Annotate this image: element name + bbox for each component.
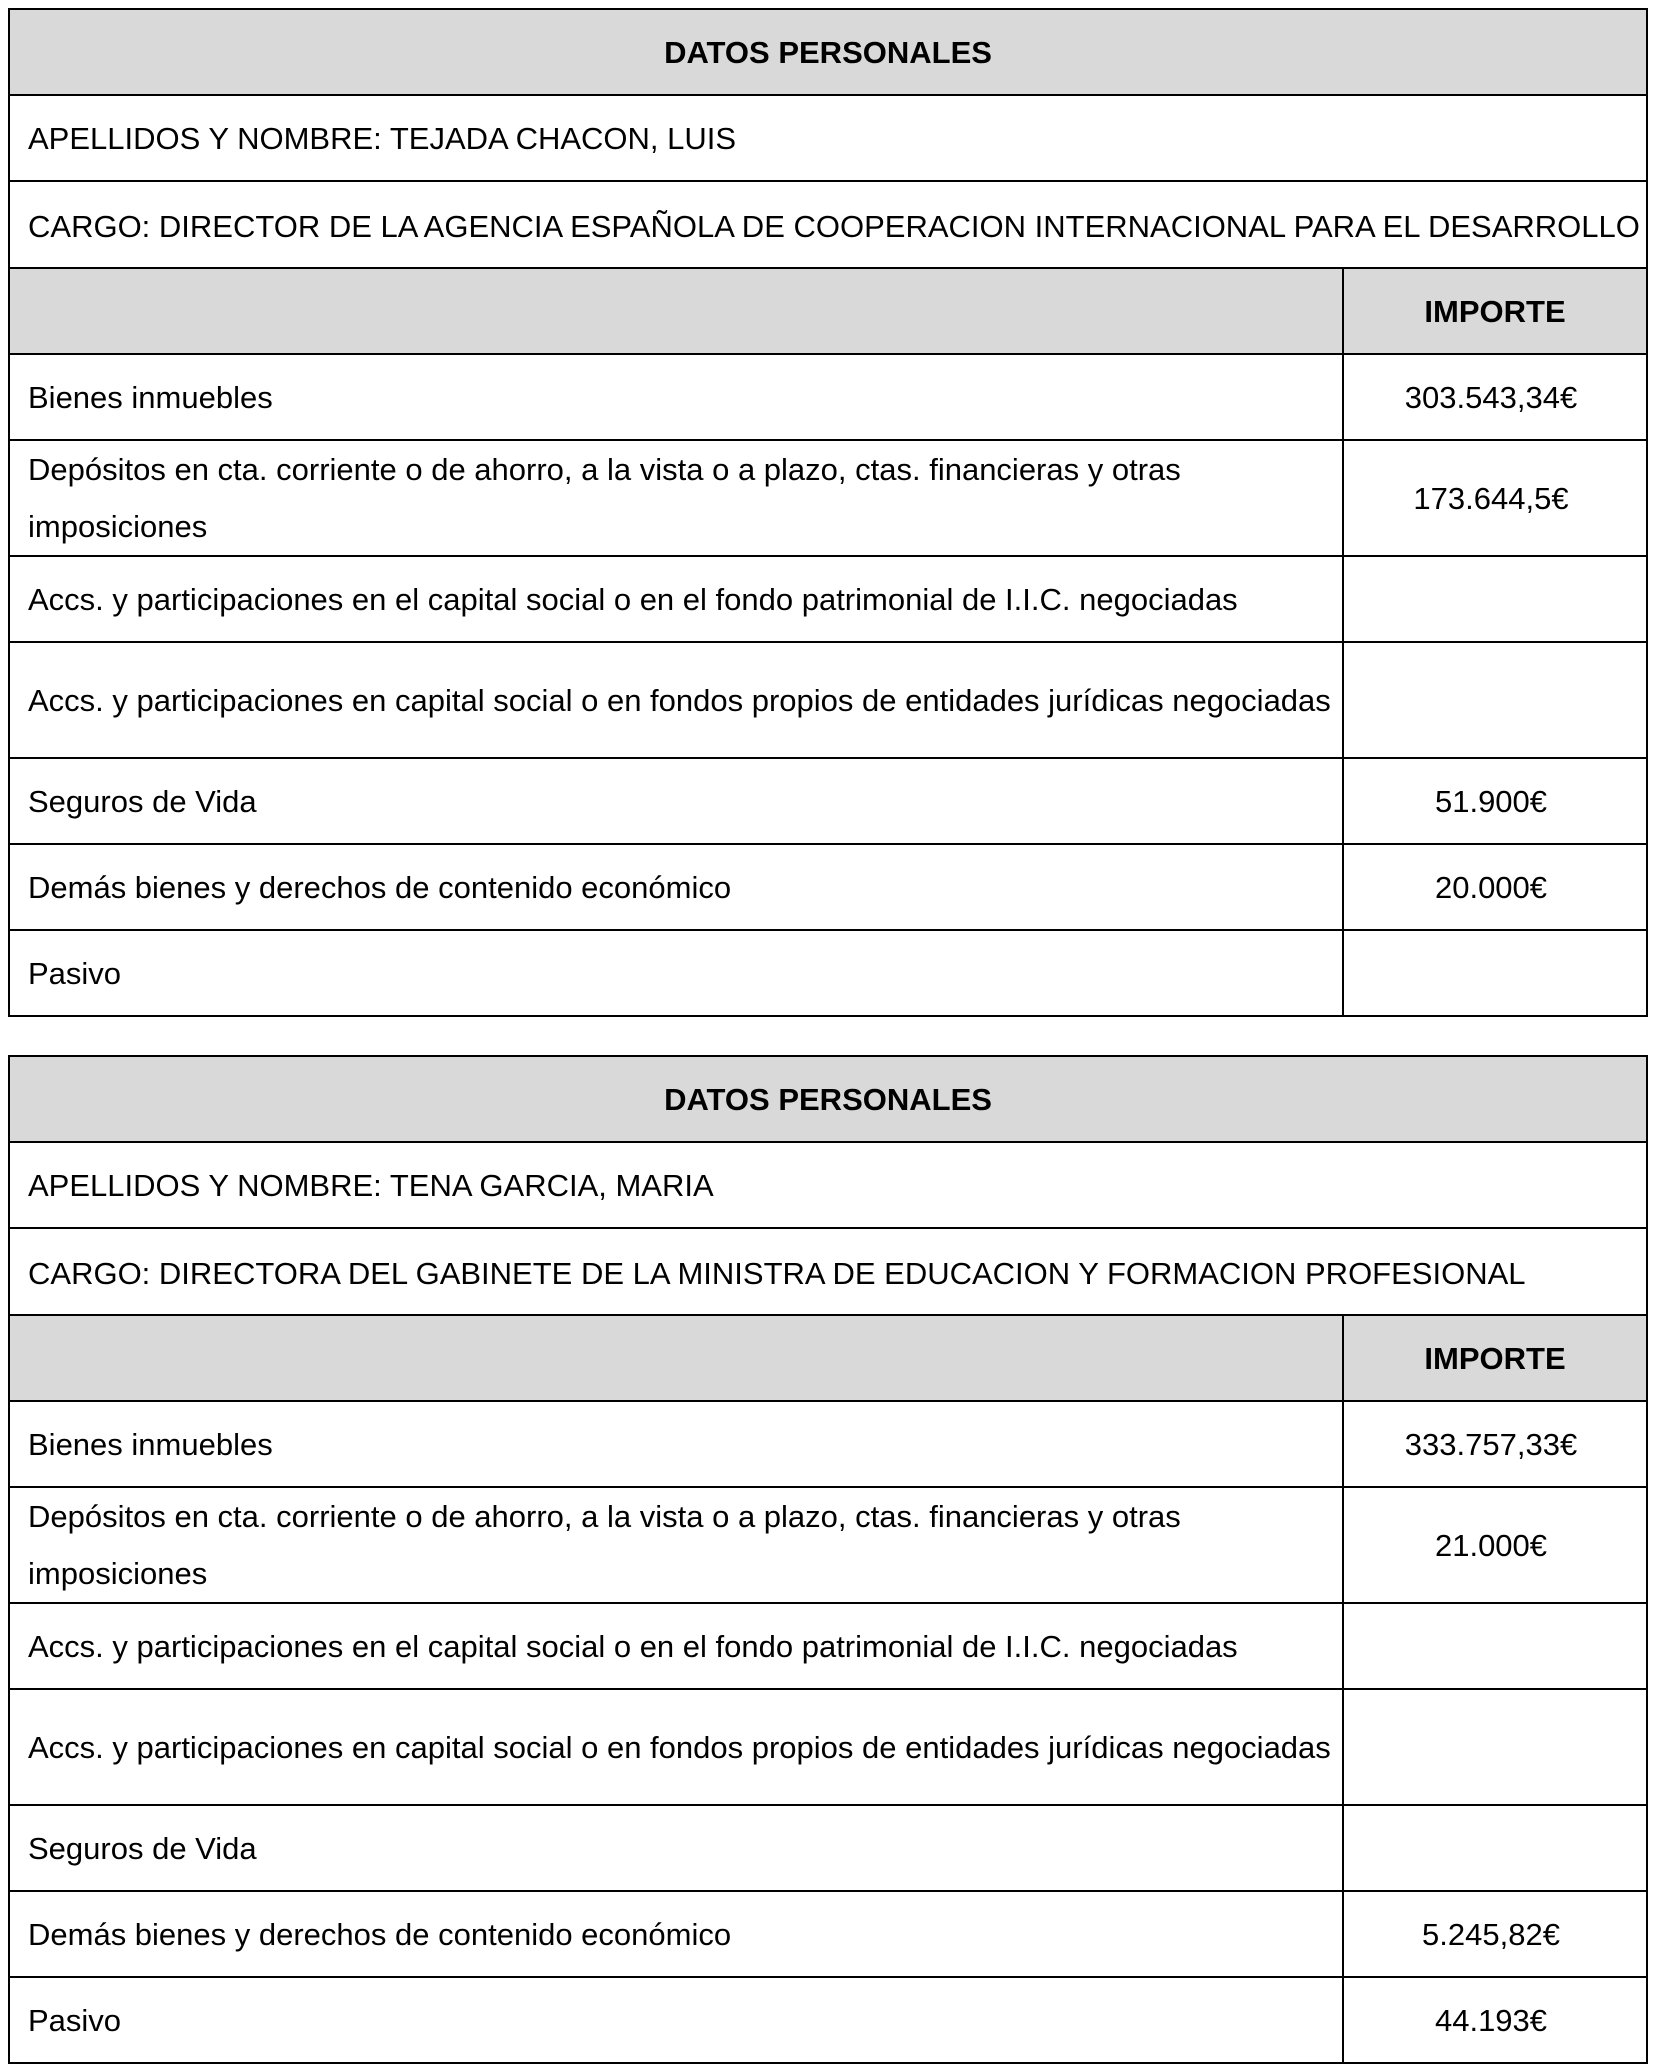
asset-amount: 303.543,34€ bbox=[1343, 354, 1647, 440]
asset-concept: Pasivo bbox=[9, 930, 1343, 1016]
asset-row bbox=[9, 1603, 1647, 1689]
cargo-value: DIRECTOR DE LA AGENCIA ESPAÑOLA DE COOPERACION INTERNACIONAL PARA EL DESARROLLO bbox=[158, 208, 1640, 244]
name-label: APELLIDOS Y NOMBRE: bbox=[28, 1167, 382, 1203]
asset-concept: Depósitos en cta. corriente o de ahorro, a la vista o a plazo, ctas. financieras y otras imposiciones bbox=[9, 1487, 1343, 1603]
section-header-row bbox=[9, 9, 1647, 95]
name-cell bbox=[9, 1142, 1647, 1228]
asset-concept: Demás bienes y derechos de contenido económico bbox=[9, 844, 1343, 930]
asset-amount bbox=[1343, 556, 1647, 642]
section-header-row bbox=[9, 1056, 1647, 1142]
asset-concept: Bienes inmuebles bbox=[9, 354, 1343, 440]
section-title: DATOS PERSONALES bbox=[9, 1056, 1647, 1142]
asset-amount: 173.644,5€ bbox=[1343, 440, 1647, 556]
asset-row bbox=[9, 556, 1647, 642]
asset-row bbox=[9, 642, 1647, 758]
asset-row bbox=[9, 1891, 1647, 1977]
cargo-label: CARGO: bbox=[28, 1255, 151, 1291]
asset-row bbox=[9, 844, 1647, 930]
amount-header-row bbox=[9, 268, 1647, 354]
asset-row bbox=[9, 354, 1647, 440]
asset-concept: Accs. y participaciones en capital social o en fondos propios de entidades jurídicas negociadas bbox=[9, 1689, 1343, 1805]
asset-row bbox=[9, 1977, 1647, 2063]
asset-amount bbox=[1343, 1805, 1647, 1891]
name-row bbox=[9, 95, 1647, 181]
asset-concept: Accs. y participaciones en capital social o en fondos propios de entidades jurídicas negociadas bbox=[9, 642, 1343, 758]
asset-row bbox=[9, 1805, 1647, 1891]
asset-concept: Bienes inmuebles bbox=[9, 1401, 1343, 1487]
cargo-label: CARGO: bbox=[28, 208, 151, 244]
section-title: DATOS PERSONALES bbox=[9, 9, 1647, 95]
asset-concept: Demás bienes y derechos de contenido económico bbox=[9, 1891, 1343, 1977]
name-value: TEJADA CHACON, LUIS bbox=[389, 120, 737, 156]
asset-amount: 20.000€ bbox=[1343, 844, 1647, 930]
declaration-table-1 bbox=[8, 8, 1648, 1017]
amount-header-row bbox=[9, 1315, 1647, 1401]
cargo-cell bbox=[9, 1228, 1647, 1315]
asset-amount bbox=[1343, 1689, 1647, 1805]
cargo-row bbox=[9, 181, 1647, 268]
asset-concept: Accs. y participaciones en el capital social o en el fondo patrimonial de I.I.C. negociadas bbox=[9, 556, 1343, 642]
asset-row bbox=[9, 930, 1647, 1016]
asset-amount bbox=[1343, 642, 1647, 758]
name-cell bbox=[9, 95, 1647, 181]
asset-row bbox=[9, 1689, 1647, 1805]
asset-amount: 333.757,33€ bbox=[1343, 1401, 1647, 1487]
concept-header-cell bbox=[9, 268, 1343, 354]
asset-amount: 21.000€ bbox=[1343, 1487, 1647, 1603]
asset-amount bbox=[1343, 1603, 1647, 1689]
asset-amount: 44.193€ bbox=[1343, 1977, 1647, 2063]
asset-amount: 51.900€ bbox=[1343, 758, 1647, 844]
name-label: APELLIDOS Y NOMBRE: bbox=[28, 120, 382, 156]
asset-row bbox=[9, 758, 1647, 844]
cargo-cell bbox=[9, 181, 1647, 268]
concept-header-cell bbox=[9, 1315, 1343, 1401]
declaration-table-2 bbox=[8, 1055, 1648, 2064]
amount-header: IMPORTE bbox=[1343, 1315, 1647, 1401]
cargo-row bbox=[9, 1228, 1647, 1315]
asset-concept: Accs. y participaciones en el capital social o en el fondo patrimonial de I.I.C. negociadas bbox=[9, 1603, 1343, 1689]
cargo-value: DIRECTORA DEL GABINETE DE LA MINISTRA DE EDUCACION Y FORMACION PROFESIONAL bbox=[158, 1255, 1526, 1291]
asset-row bbox=[9, 1401, 1647, 1487]
amount-header: IMPORTE bbox=[1343, 268, 1647, 354]
name-row bbox=[9, 1142, 1647, 1228]
asset-amount bbox=[1343, 930, 1647, 1016]
asset-row bbox=[9, 1487, 1647, 1603]
asset-concept: Seguros de Vida bbox=[9, 1805, 1343, 1891]
asset-row bbox=[9, 440, 1647, 556]
asset-concept: Seguros de Vida bbox=[9, 758, 1343, 844]
asset-concept: Pasivo bbox=[9, 1977, 1343, 2063]
asset-concept: Depósitos en cta. corriente o de ahorro, a la vista o a plazo, ctas. financieras y otras imposiciones bbox=[9, 440, 1343, 556]
name-value: TENA GARCIA, MARIA bbox=[389, 1167, 714, 1203]
asset-amount: 5.245,82€ bbox=[1343, 1891, 1647, 1977]
